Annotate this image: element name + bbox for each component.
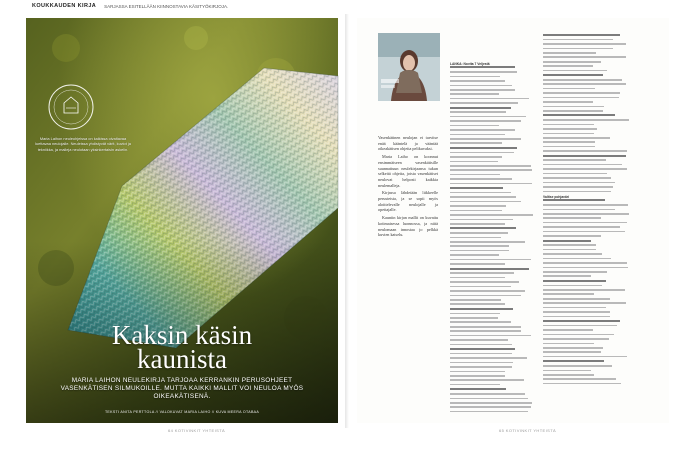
fine-print-line [543,43,626,45]
fine-print-line [450,259,531,261]
fine-print-line [543,275,591,277]
pattern-column-b [543,34,631,387]
fine-print-line [543,222,627,224]
fine-print-line [543,137,610,139]
column-b-lines-top [543,34,631,192]
fine-print-line [543,106,604,108]
fine-print-line [450,178,512,180]
fine-print-line [543,61,601,63]
article-credits: TEKSTI ANITA PERTTOLA // VALOKUVAT MARIA LAIHO // KUVA MEERA OTABAA [104,409,260,414]
fine-print-line [450,272,514,274]
fine-print-line [450,227,516,229]
fine-print-line [543,351,601,353]
fine-print-line [543,204,628,206]
fine-print-line [543,307,606,309]
fine-print-line [450,299,501,301]
fine-print-line [450,353,512,355]
intro-paragraph: Kauniin kirjan mallit on kuvattu kotimaisessa luonnossa, ja niitä neulomaan innostaa jo pelkkä kuvien katselu. [378,215,438,238]
fine-print-line [543,159,606,161]
fine-print-line [450,152,514,154]
fine-print-line [450,174,500,176]
article-title-line-1: Kaksin käsin [111,320,253,350]
fine-print-line [450,129,515,131]
fine-print-line [543,226,620,228]
fine-print-line [543,191,611,193]
fine-print-line [450,335,531,337]
fine-print-line [450,398,528,400]
fine-print-line [543,235,601,237]
section-tag [32,3,228,9]
fine-print-line [450,290,525,292]
fine-print-line [450,201,521,203]
fine-print-line [450,93,499,95]
fine-print-line [450,339,508,341]
fine-print-line [450,125,499,127]
fine-print-line [450,138,521,140]
fine-print-line [450,120,521,122]
fine-print-line [543,334,614,336]
fine-print-line [543,124,594,126]
book-spine [345,14,349,428]
fine-print-line [543,365,612,367]
fine-print-line [450,277,505,279]
fine-print-line [450,165,531,167]
fine-print-line [543,329,593,331]
fine-print-line [450,192,511,194]
fine-print-line [543,244,596,246]
column-a-lines [450,66,534,412]
author-portrait-image [378,33,440,101]
fine-print-line [450,313,500,315]
book-cover-portrait [378,33,440,101]
fine-print-line [543,240,591,242]
article-subtitle: MARIA LAIHON NEULEKIRJA TARJOAA KERRANKIN PERUSOHJEET VASENKÄTISEN SILMUKOILLE. MUTTA KAIKKI MALLIT VOI NEULOA MYÖS OIKEAKÄTISENÄ. [60,377,304,401]
right-page-folio: 65 KOTIVINKIT YHTEISTÄ [499,428,557,433]
article-title-block [26,320,338,414]
fine-print-line [543,141,595,143]
fine-print-line [543,302,626,304]
intro-paragraph: Kirjassa lähdetään liikkeelle perusteista, ja se sopii myös aloittelevalle neulojalle ja opettajalle. [378,190,438,213]
fine-print-line [450,268,529,270]
fine-print-line [543,356,627,358]
fine-print-line [543,97,619,99]
fine-print-line [543,298,610,300]
fine-print-line [543,70,607,72]
fine-print-line [543,338,609,340]
section-subtitle: SARJASSA ESITELLÄÄN KIINNOSTAVIA KÄSITYÖKIRJOJA. [104,3,229,9]
intro-paragraph: Vasenkätinen neulojan ei tarvitse enää kääntelä ja vääntää oikeakätisen ohjeita pelikuvaksi. [378,135,438,152]
fine-print-line [450,402,532,404]
fine-print-line [450,371,505,373]
fine-print-line [450,330,521,332]
fine-print-line [450,187,503,189]
fine-print-line [543,119,629,121]
fine-print-line [543,133,594,135]
fine-print-line [450,303,505,305]
fine-print-line [543,128,597,130]
right-page [357,18,669,423]
fine-print-line [450,317,498,319]
fine-print-line [543,271,607,273]
fine-print-line [543,293,594,295]
fine-print-line [543,52,596,54]
fine-print-line [450,286,511,288]
fine-print-line [450,66,515,68]
right-intro-text [378,135,438,240]
fine-print-line [543,325,617,327]
fine-print-line [543,343,594,345]
fine-print-line [543,217,601,219]
fine-print-line [450,223,505,225]
fine-print-line [450,281,519,283]
fine-print-line [450,85,512,87]
fine-print-line [543,92,620,94]
fine-print-line [543,110,603,112]
fine-print-line [450,232,508,234]
fine-print-line [543,199,605,201]
fine-print-line [543,88,595,90]
fine-print-line [543,383,621,385]
otavan-kirja-seal-logo [40,76,102,138]
column-b-lines-bottom [543,199,631,384]
pattern-column-a [450,62,534,415]
fine-print-line [450,142,502,144]
fine-print-line [450,147,517,149]
fine-print-line [450,375,505,377]
fine-print-line [543,177,611,179]
fine-print-line [543,150,627,152]
fine-print-line [543,56,626,58]
fine-print-line [543,168,627,170]
fine-print-line [543,74,603,76]
fine-print-line [450,326,521,328]
column-b-heading: Valitse pohjaväri [543,194,570,199]
left-page [26,3,338,423]
fine-print-line [543,347,603,349]
fine-print-line [450,250,509,252]
fine-print-line [450,362,513,364]
fine-print-line [450,219,513,221]
fine-print-line [543,39,613,41]
fine-print-line [450,80,505,82]
fine-print-line [543,209,615,211]
fine-print-line [450,406,531,408]
fine-print-line [450,205,506,207]
left-page-folio: 64 KOTIVINKIT YHTEISTÄ [168,428,226,433]
fine-print-line [450,107,511,109]
article-title-line-2: kaunista [137,344,227,374]
fine-print-line [450,116,526,118]
fine-print-line [543,186,613,188]
fine-print-line [450,102,518,104]
fine-print-line [543,289,625,291]
left-intro-text: Maria Laihon neuleohjeissa on kaikissa oivaltavaa luettavaa neulojalle. Neuleissa yhdistyvät värit, kuviot ja tekniikka, ja malleja neulotaan yksinkertaisin askelin. [35,136,131,152]
fine-print-line [450,183,532,185]
fine-print-line [450,357,527,359]
fine-print-line [450,237,501,239]
fine-print-line [543,360,604,362]
fine-print-line [543,173,607,175]
fine-print-line [450,393,525,395]
column-a-heading: LANKA: Novita 7 Veljestä [450,62,490,66]
fine-print-line [543,65,593,67]
fine-print-line [543,146,595,148]
fine-print-line [543,285,602,287]
fine-print-line [450,111,506,113]
fine-print-line [543,370,591,372]
fine-print-line [450,254,499,256]
intro-paragraph: Maria Laiho on koonnut ensimmäiseen vasenkätisille suunnattuun neulekirjaansa tukun selkeitä ohjeita, joista vasenkätiset neulovat helposti kaikkia neulemalleja. [378,154,438,188]
fine-print-line [450,214,533,216]
fine-print-line [450,384,500,386]
fine-print-line [450,169,532,171]
section-title: KOUKKAUDEN KIRJA [32,3,97,9]
fine-print-line [450,210,502,212]
fine-print-line [450,196,516,198]
fine-print-line [543,316,610,318]
fine-print-line [450,411,528,413]
fine-print-line [543,182,615,184]
fine-print-line [450,366,512,368]
fine-print-line [543,114,615,116]
fine-print-line [543,164,622,166]
fine-print-line [543,258,611,260]
fine-print-line [450,241,525,243]
fine-print-line [450,89,515,91]
fine-print-line [450,76,500,78]
fine-print-line [450,161,498,163]
fine-print-line [543,378,616,380]
fine-print-line [450,98,529,100]
fine-print-line [543,262,627,264]
fine-print-line [543,231,625,233]
fine-print-line [543,253,602,255]
fine-print-line [543,155,626,157]
fine-print-line [543,280,606,282]
fine-print-line [543,311,610,313]
fine-print-line [543,83,626,85]
fine-print-line [450,308,513,310]
fine-print-line [543,213,629,215]
fine-print-line [450,263,505,265]
fine-print-line [450,321,511,323]
fine-print-line [450,156,502,158]
fine-print-line [450,348,515,350]
fine-print-line [450,295,521,297]
fine-print-line [543,79,622,81]
fine-print-line [543,249,596,251]
fine-print-line [543,320,620,322]
fine-print-line [450,71,517,73]
fine-print-line [450,245,509,247]
fine-print-line [543,48,613,50]
fine-print-line [450,379,524,381]
fine-print-line [543,34,620,36]
fine-print-line [450,344,512,346]
fine-print-line [450,388,506,390]
fine-print-line [543,374,594,376]
fine-print-line [450,134,505,136]
fine-print-line [543,267,628,269]
fine-print-line [543,101,593,103]
